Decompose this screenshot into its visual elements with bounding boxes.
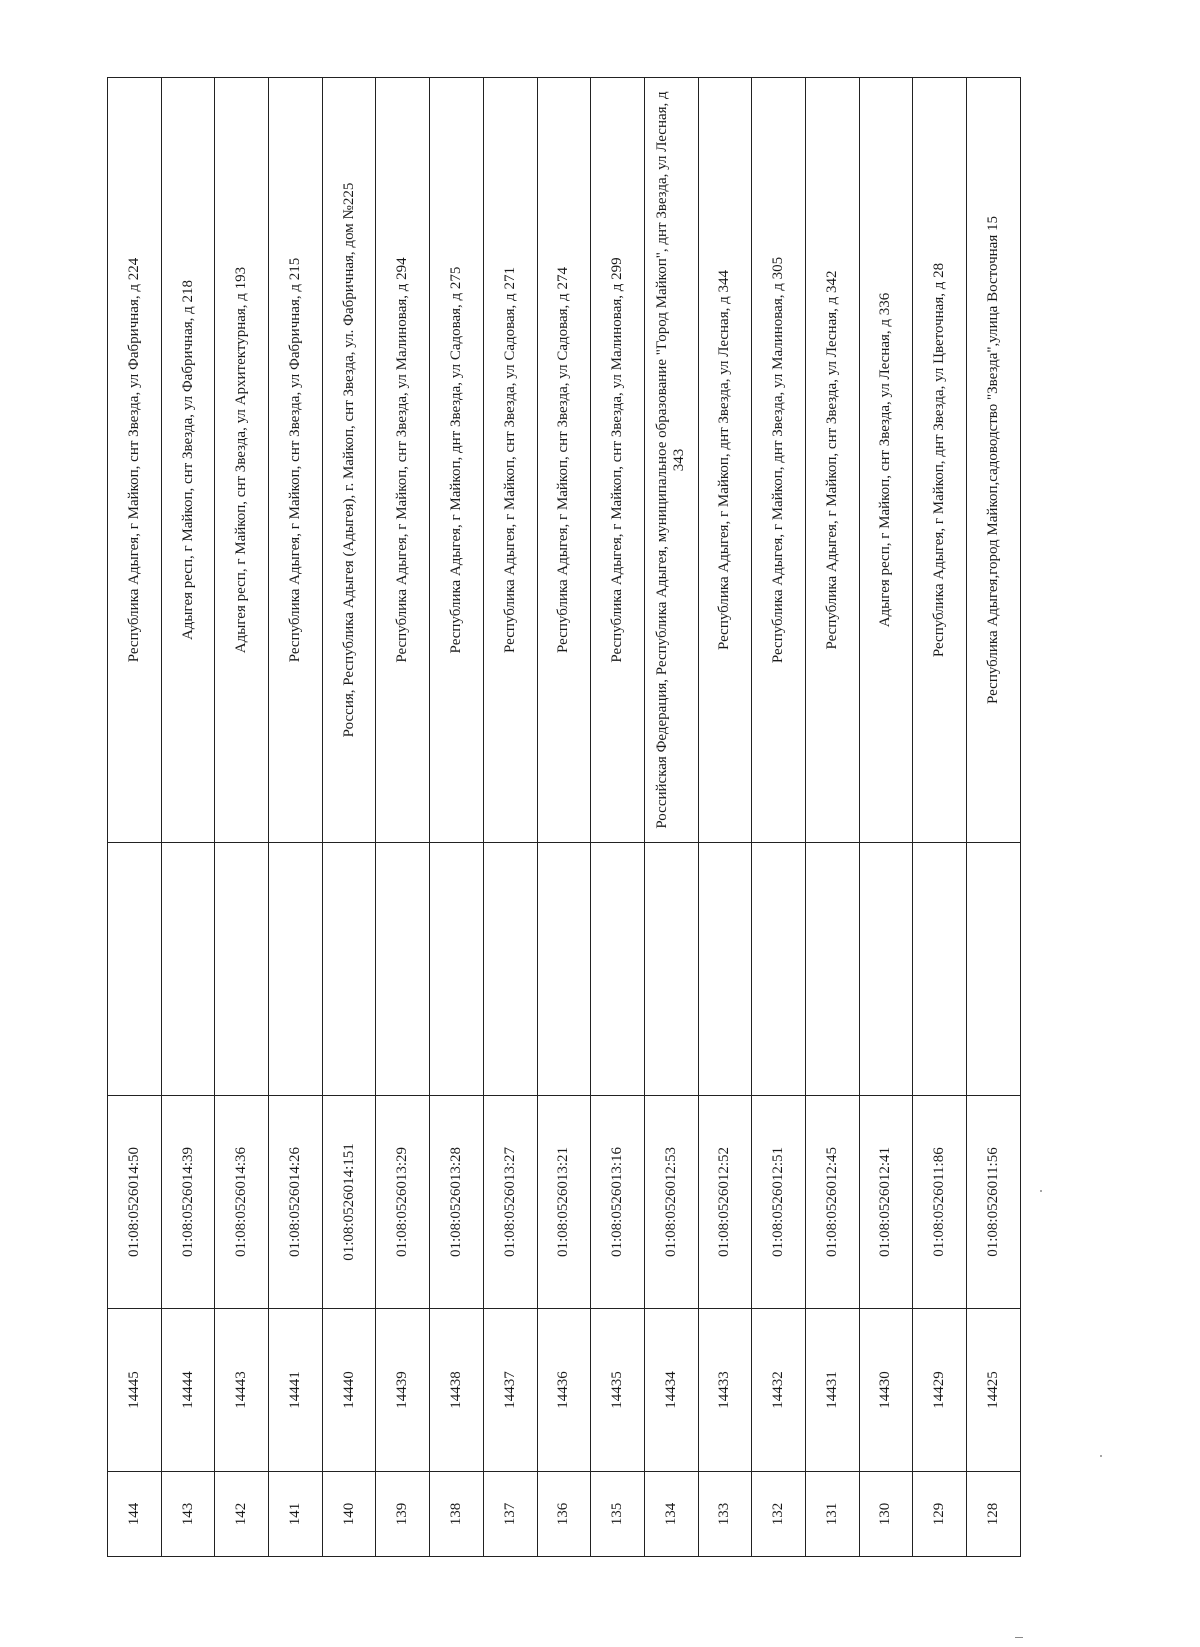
- row-number-cell: 128: [967, 1472, 1021, 1557]
- row-number-cell: 143: [161, 1472, 215, 1557]
- table-row: [591, 78, 645, 1557]
- row-number-cell: 131: [805, 1472, 859, 1557]
- table-row: [430, 78, 484, 1557]
- table-row: [698, 78, 752, 1557]
- scan-speck: [1040, 1190, 1042, 1192]
- cadastral-number-cell: 01:08:0526013:29: [376, 1096, 430, 1309]
- empty-cell: [161, 843, 215, 1096]
- address-cell: Россия, Республика Адыгея (Адыгея), г. Майкоп, снт Звезда, ул. Фабричная, дом №225: [322, 78, 376, 843]
- row-number-cell: 140: [322, 1472, 376, 1557]
- empty-cell: [698, 843, 752, 1096]
- row-number-cell: 135: [591, 1472, 645, 1557]
- table-row: [644, 78, 698, 1557]
- cadastral-number-cell: 01:08:0526013:21: [537, 1096, 591, 1309]
- table-row: [108, 78, 162, 1557]
- object-code-cell: 14432: [752, 1309, 806, 1472]
- address-cell: Республика Адыгея, г Майкоп, снт Звезда, ул Малиновая, д 294: [376, 78, 430, 843]
- table-row: [859, 78, 913, 1557]
- object-code-cell: 14441: [269, 1309, 323, 1472]
- cadastral-number-cell: 01:08:0526012:53: [644, 1096, 698, 1309]
- cadastral-number-cell: 01:08:0526012:45: [805, 1096, 859, 1309]
- object-code-cell: 14431: [805, 1309, 859, 1472]
- address-cell: Республика Адыгея, г Майкоп, днт Звезда, ул Лесная, д 344: [698, 78, 752, 843]
- object-code-cell: 14440: [322, 1309, 376, 1472]
- empty-cell: [913, 843, 967, 1096]
- address-cell: Республика Адыгея,город Майкоп,садоводство "Звезда",улица Восточная 15: [967, 78, 1021, 843]
- address-cell: Адыгея респ, г Майкоп, снт Звезда, ул Архитектурная, д 193: [215, 78, 269, 843]
- table-row: [215, 78, 269, 1557]
- table-row: [805, 78, 859, 1557]
- row-number-cell: 132: [752, 1472, 806, 1557]
- address-cell: Российская Федерация, Республика Адыгея, муниципальное образование "Город Майкоп", днт Звезда, ул Лесная, д 343: [644, 78, 698, 843]
- address-cell: Республика Адыгея, г Майкоп, днт Звезда, ул Цветочная, д 28: [913, 78, 967, 843]
- table-row: [269, 78, 323, 1557]
- row-number-cell: 129: [913, 1472, 967, 1557]
- address-cell: Республика Адыгея, г Майкоп, снт Звезда, ул Садовая, д 271: [483, 78, 537, 843]
- empty-cell: [591, 843, 645, 1096]
- cadastral-number-cell: 01:08:0526012:41: [859, 1096, 913, 1309]
- address-cell: Республика Адыгея, г Майкоп, снт Звезда, ул Малиновая, д 299: [591, 78, 645, 843]
- object-code-cell: 14443: [215, 1309, 269, 1472]
- row-number-cell: 144: [108, 1472, 162, 1557]
- scan-speck: [1100, 1455, 1102, 1457]
- cadastral-number-cell: 01:08:0526012:51: [752, 1096, 806, 1309]
- address-cell: Республика Адыгея, г Майкоп, днт Звезда, ул Малиновая, д 305: [752, 78, 806, 843]
- empty-cell: [967, 843, 1021, 1096]
- empty-cell: [322, 843, 376, 1096]
- table-row: [913, 78, 967, 1557]
- cadastral-number-cell: 01:08:0526014:26: [269, 1096, 323, 1309]
- empty-cell: [644, 843, 698, 1096]
- row-number-cell: 130: [859, 1472, 913, 1557]
- address-cell: Адыгея респ, г Майкоп, снт Звезда, ул Фабричная, д 218: [161, 78, 215, 843]
- row-number-cell: 136: [537, 1472, 591, 1557]
- cadastral-number-cell: 01:08:0526013:27: [483, 1096, 537, 1309]
- row-number-cell: 142: [215, 1472, 269, 1557]
- address-cell: Республика Адыгея, г Майкоп, снт Звезда, ул Фабричная, д 224: [108, 78, 162, 843]
- table-row: [376, 78, 430, 1557]
- object-code-cell: 14430: [859, 1309, 913, 1472]
- empty-cell: [805, 843, 859, 1096]
- object-code-cell: 14438: [430, 1309, 484, 1472]
- row-number-cell: 137: [483, 1472, 537, 1557]
- object-code-cell: 14429: [913, 1309, 967, 1472]
- property-table: [107, 77, 1021, 1557]
- empty-cell: [859, 843, 913, 1096]
- table-body: [108, 78, 1021, 1557]
- table-row: [322, 78, 376, 1557]
- object-code-cell: 14444: [161, 1309, 215, 1472]
- cadastral-number-cell: 01:08:0526011:56: [967, 1096, 1021, 1309]
- table-row: [967, 78, 1021, 1557]
- empty-cell: [269, 843, 323, 1096]
- row-number-cell: 138: [430, 1472, 484, 1557]
- table-row: [161, 78, 215, 1557]
- cadastral-number-cell: 01:08:0526014:39: [161, 1096, 215, 1309]
- empty-cell: [483, 843, 537, 1096]
- cadastral-number-cell: 01:08:0526012:52: [698, 1096, 752, 1309]
- address-cell: Республика Адыгея, г Майкоп, снт Звезда, ул Фабричная, д 215: [269, 78, 323, 843]
- empty-cell: [537, 843, 591, 1096]
- object-code-cell: 14436: [537, 1309, 591, 1472]
- object-code-cell: 14437: [483, 1309, 537, 1472]
- object-code-cell: 14439: [376, 1309, 430, 1472]
- table-row: [752, 78, 806, 1557]
- cadastral-number-cell: 01:08:0526013:28: [430, 1096, 484, 1309]
- cadastral-number-cell: 01:08:0526013:16: [591, 1096, 645, 1309]
- row-number-cell: 141: [269, 1472, 323, 1557]
- table-row: [537, 78, 591, 1557]
- row-number-cell: 139: [376, 1472, 430, 1557]
- object-code-cell: 14434: [644, 1309, 698, 1472]
- empty-cell: [752, 843, 806, 1096]
- row-number-cell: 133: [698, 1472, 752, 1557]
- address-cell: Республика Адыгея, г Майкоп, снт Звезда, ул Лесная, д 342: [805, 78, 859, 843]
- address-cell: Республика Адыгея, г Майкоп, снт Звезда, ул Садовая, д 274: [537, 78, 591, 843]
- object-code-cell: 14445: [108, 1309, 162, 1472]
- empty-cell: [376, 843, 430, 1096]
- row-number-cell: 134: [644, 1472, 698, 1557]
- scan-speck: [1015, 1637, 1023, 1638]
- table-row: [483, 78, 537, 1557]
- rotated-table-container: [107, 77, 1020, 1557]
- object-code-cell: 14435: [591, 1309, 645, 1472]
- object-code-cell: 14425: [967, 1309, 1021, 1472]
- cadastral-number-cell: 01:08:0526011:86: [913, 1096, 967, 1309]
- object-code-cell: 14433: [698, 1309, 752, 1472]
- cadastral-number-cell: 01:08:0526014:36: [215, 1096, 269, 1309]
- address-cell: Республика Адыгея, г Майкоп, днт Звезда, ул Садовая, д 275: [430, 78, 484, 843]
- cadastral-number-cell: 01:08:0526014:151: [322, 1096, 376, 1309]
- cadastral-number-cell: 01:08:0526014:50: [108, 1096, 162, 1309]
- empty-cell: [430, 843, 484, 1096]
- empty-cell: [215, 843, 269, 1096]
- address-cell: Адыгея респ, г Майкоп, снт Звезда, ул Лесная, д 336: [859, 78, 913, 843]
- empty-cell: [108, 843, 162, 1096]
